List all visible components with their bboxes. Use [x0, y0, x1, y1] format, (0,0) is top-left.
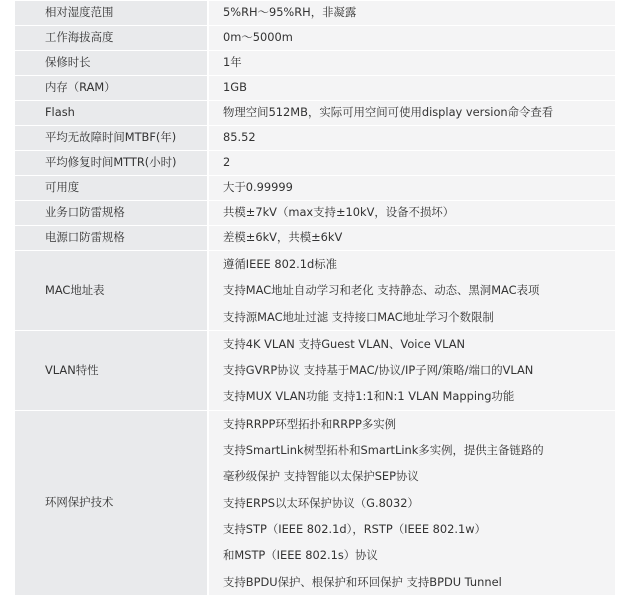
spec-value-line: 支持BPDU保护、根保护和环回保护 支持BPDU Tunnel: [223, 574, 502, 589]
spec-value: 共模±7kV（max支持±10kV，设备不损坏）: [208, 201, 615, 226]
spec-value-line: 支持SmartLink树型拓朴和SmartLink多实例，提供主备链路的: [223, 443, 544, 458]
spec-value-line: 支持4K VLAN 支持Guest VLAN、Voice VLAN: [223, 336, 466, 351]
spec-value: 2: [208, 151, 615, 176]
spec-row: [15, 410, 615, 595]
spec-value-line: 毫秒级保护 支持智能以太保护SEP协议: [223, 469, 419, 484]
spec-label: Flash: [15, 101, 208, 126]
spec-value: 1GB: [208, 76, 615, 101]
spec-label: 工作海拔高度: [15, 26, 208, 51]
spec-row: [15, 101, 615, 126]
spec-value: [208, 410, 615, 595]
spec-row: [15, 1, 615, 26]
spec-label: 平均修复时间MTTR(小时): [15, 151, 208, 176]
spec-value-line: 支持ERPS以太环保护协议（G.8032）: [223, 495, 419, 510]
spec-value-line: 支持RRPP环型拓扑和RRPP多实例: [223, 416, 397, 431]
spec-value-line: 支持GVRP协议 支持基于MAC/协议/IP子网/策略/端口的VLAN: [223, 363, 534, 378]
spec-value: 差模±6kV，共模±6kV: [208, 226, 615, 251]
spec-value: 5%RH～95%RH，非凝露: [208, 1, 615, 26]
spec-label: 环网保护技术: [15, 410, 208, 595]
spec-label: 保修时长: [15, 51, 208, 76]
spec-row: [15, 176, 615, 201]
spec-value-line: 支持MUX VLAN功能 支持1:1和N:1 VLAN Mapping功能: [223, 389, 515, 404]
spec-row: [15, 330, 615, 410]
spec-row: [15, 126, 615, 151]
spec-label: MAC地址表: [15, 251, 208, 331]
spec-row: [15, 251, 615, 331]
spec-label: 内存（RAM）: [15, 76, 208, 101]
spec-value: 1年: [208, 51, 615, 76]
spec-table: [15, 0, 615, 596]
spec-row: [15, 201, 615, 226]
spec-row: [15, 226, 615, 251]
spec-value: 大于0.99999: [208, 176, 615, 201]
spec-value-line: 和MSTP（IEEE 802.1s）协议: [223, 548, 378, 563]
spec-value-line: 支持MAC地址自动学习和老化 支持静态、动态、黑洞MAC表项: [223, 283, 540, 298]
spec-value: 0m～5000m: [208, 26, 615, 51]
spec-value-line: 支持源MAC地址过滤 支持接口MAC地址学习个数限制: [223, 309, 494, 324]
spec-label: 电源口防雷规格: [15, 226, 208, 251]
spec-row: [15, 151, 615, 176]
spec-label: 平均无故障时间MTBF(年): [15, 126, 208, 151]
spec-table-body: [15, 1, 615, 596]
spec-row: [15, 51, 615, 76]
spec-value-line: 遵循IEEE 802.1d标准: [223, 257, 337, 271]
spec-value-line: 支持STP（IEEE 802.1d），RSTP（IEEE 802.1w）: [223, 521, 486, 536]
spec-label: 业务口防雷规格: [15, 201, 208, 226]
spec-label: 相对湿度范围: [15, 1, 208, 26]
spec-value: 物理空间512MB，实际可用空间可使用display version命令查看: [208, 101, 615, 126]
spec-row: [15, 76, 615, 101]
spec-row: [15, 26, 615, 51]
spec-value: [208, 330, 615, 410]
spec-value: [208, 251, 615, 331]
spec-label: VLAN特性: [15, 330, 208, 410]
spec-value: 85.52: [208, 126, 615, 151]
spec-label: 可用度: [15, 176, 208, 201]
